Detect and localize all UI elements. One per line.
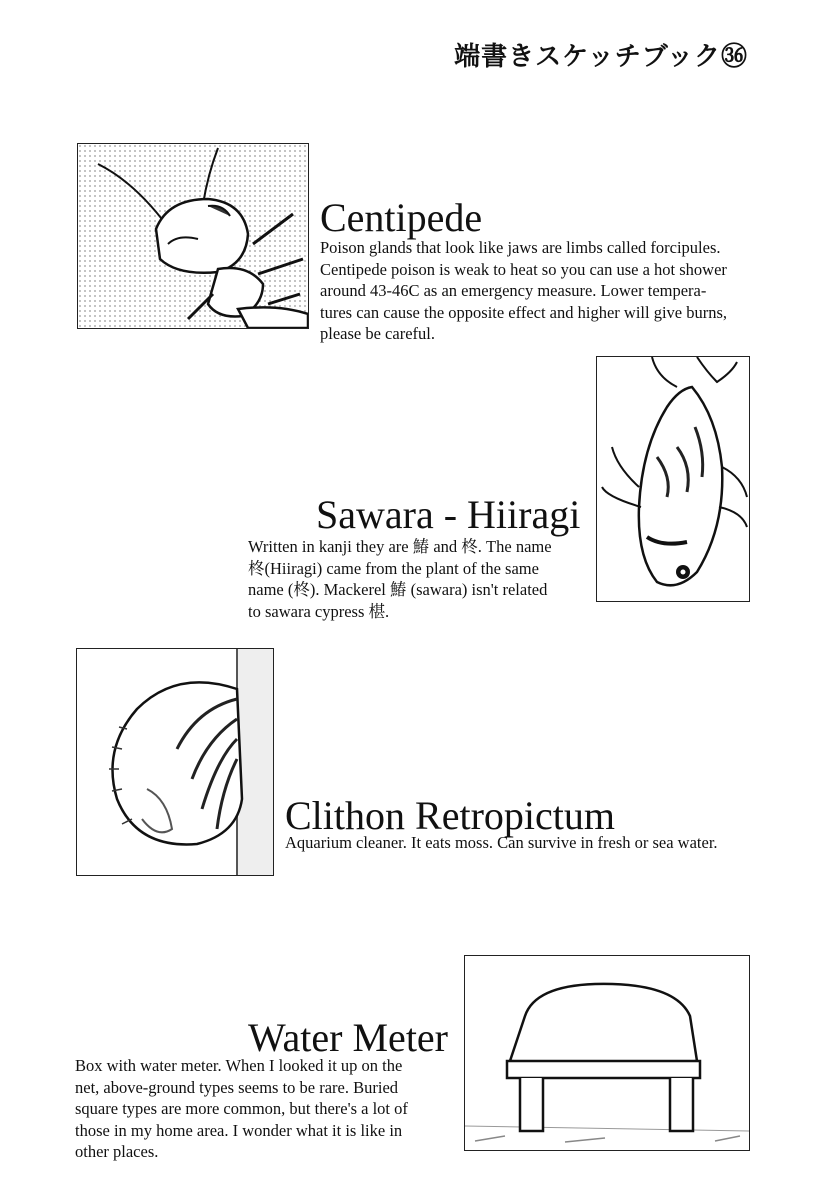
section-body (320, 237, 780, 345)
body-line: other places. (75, 1142, 159, 1161)
section-body (248, 536, 584, 622)
body-line: those in my home area. I wonder what it is like in (75, 1120, 403, 1140)
page-header: 端書きスケッチブック㊱ (454, 42, 748, 72)
section-title: Centipede (320, 195, 483, 240)
section-body (285, 832, 785, 854)
body-line: around 43-46C as an emergency measure. Lower tempera- (320, 281, 707, 300)
section-title: Water Meter (248, 1015, 448, 1060)
body-line: Box with water meter. When I looked it up on the (75, 1056, 403, 1075)
fish-illustration (596, 356, 750, 602)
body-line: square types are more common, but there's a lot of (75, 1099, 408, 1118)
body-line: 柊(Hiiragi) came from the plant of the same (248, 558, 539, 578)
section-title: Clithon Retropictum (285, 793, 615, 838)
body-line: net, above-ground types seems to be rare. Buried (75, 1077, 399, 1097)
snail-illustration (76, 648, 274, 876)
body-line: Written in kanji they are 鰆 and 柊. The name (248, 537, 552, 556)
water-meter-illustration (464, 955, 750, 1151)
body-line: Poison glands that look like jaws are limbs called forcipules. (320, 238, 721, 257)
body-line: to sawara cypress 椹. (248, 601, 390, 621)
section-body (75, 1055, 447, 1163)
body-line: Centipede poison is weak to heat so you can use a hot shower (320, 259, 727, 279)
centipede-illustration (77, 143, 309, 329)
section-title: Sawara - Hiiragi (316, 492, 581, 537)
body-line: please be careful. (320, 324, 435, 343)
body-line: tures can cause the opposite effect and higher will give burns, (320, 302, 728, 322)
body-line: name (柊). Mackerel 鰆 (sawara) isn't related (248, 580, 548, 599)
body-line: Aquarium cleaner. It eats moss. Can survive in fresh or sea water. (285, 833, 718, 852)
